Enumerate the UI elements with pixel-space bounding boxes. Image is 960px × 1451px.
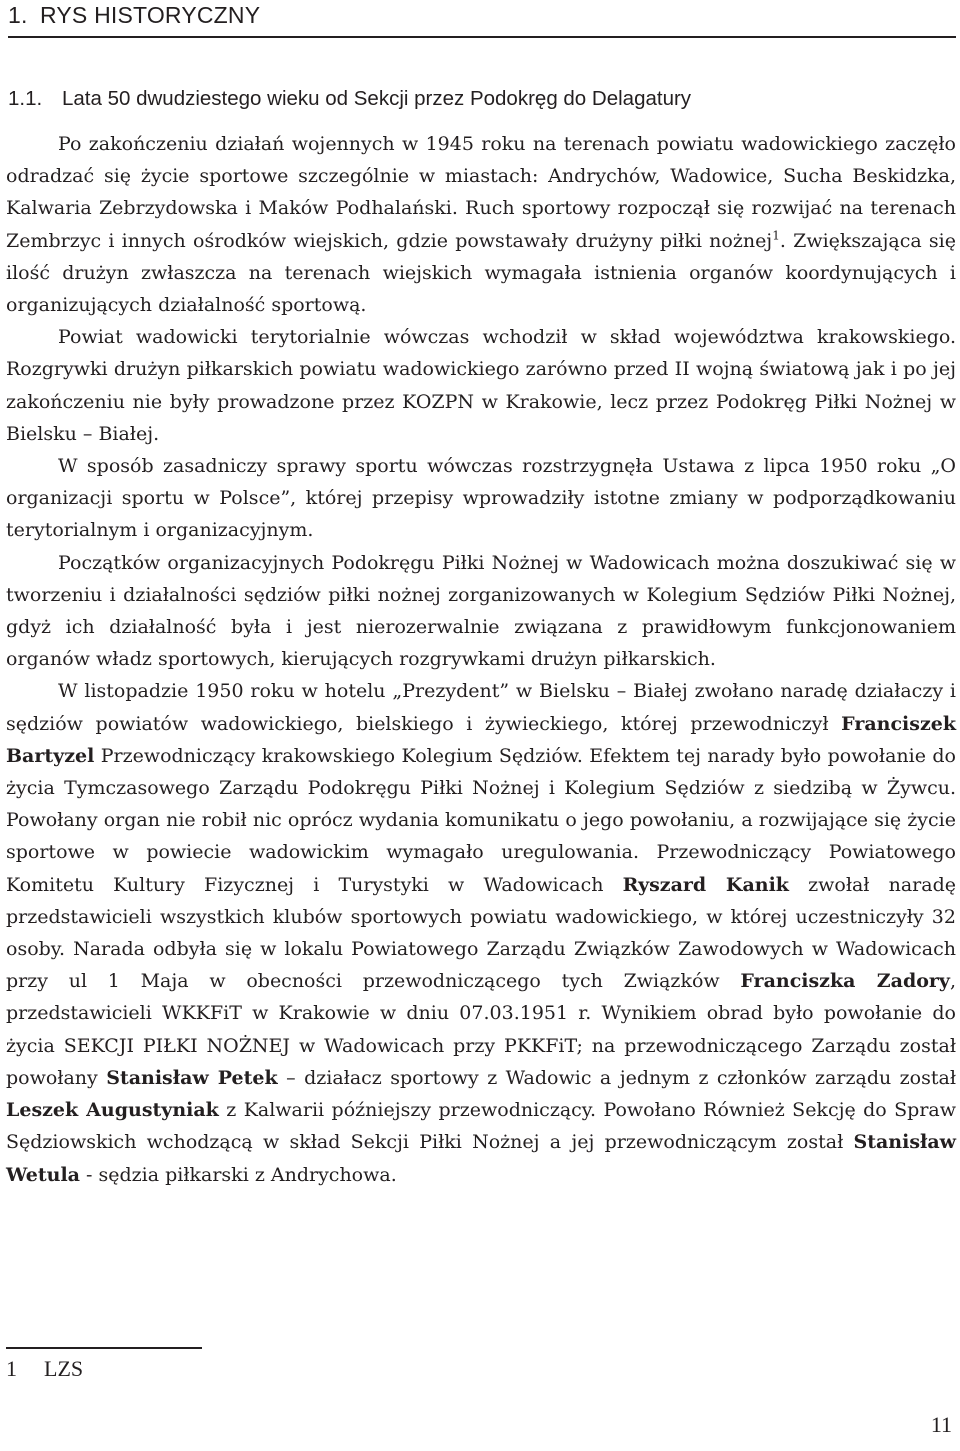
footnote-divider [6, 1347, 202, 1349]
paragraph-3: W sposób zasadniczy sprawy sportu wówczas rozstrzygnęła Ustawa z lipca 1950 roku „O organizacji sportu w Polsce”, której przepisy wprowadziły istotne zmiany w podporządkowaniu terytorialnym i organizacyjnym. [6, 455, 956, 542]
footnote [6, 1354, 83, 1384]
person-name-bold: Leszek Augustyniak [6, 1099, 219, 1122]
person-name-bold: Stanisław Wetula [6, 1131, 956, 1186]
paragraph-5-text: - sędzia piłkarski z Andrychowa. [80, 1163, 397, 1186]
paragraph-1-text-b: . Zwiększająca się ilość drużyn zwłaszcza na terenach wiejskich wymagała istnienia organów koordynujących i organizujących działalność sportową. [6, 229, 956, 317]
paragraph-1 [6, 128, 956, 321]
paragraph-5-text: W listopadzie 1950 roku w hotelu „Prezydent” w Bielsku – Białej zwołano naradę działaczy i sędziów powiatów wadowickiego, bielskiego i żywieckiego, której przewodniczył [6, 680, 956, 735]
person-name-bold: Ryszard Kanik [622, 873, 789, 896]
footnote-text: LZS [44, 1356, 84, 1381]
person-name-bold: Franciszek Bartyzel [6, 712, 956, 767]
section-heading [8, 85, 956, 113]
paragraph-5 [6, 675, 956, 1190]
body-text [6, 128, 956, 1191]
paragraph-4: Początków organizacyjnych Podokręgu Piłki Nożnej w Wadowicach można doszukiwać się w tworzeniu i działalności sędziów piłki nożnej zorganizowanych w Kolegium Sędziów Piłki Nożnej, gdyż ich działalność była i jest nierozerwalnie związana z prawidłowym funkcjonowaniem organów władz sportowych, kierujących rozgrywkami drużyn piłkarskich. [6, 551, 956, 671]
footnote-number: 1 [6, 1356, 17, 1381]
paragraph-5-text: , przedstawicieli WKKFiT w Krakowie w dniu 07.03.1951 r. Wynikiem obrad było powołanie do życia SEKCJI PIŁKI NOŻNEJ w Wadowicach przy PKKFiT; na przewodniczącego Zarządu został powołany [6, 970, 956, 1089]
chapter-title: RYS HISTORYCZNY [40, 2, 261, 28]
paragraph-5-text: zwołał naradę przedstawicieli wszystkich klubów sportowych powiatu wadowickiego, w której uczestniczyły 32 osoby. Narada odbyła się w lokalu Powiatowego Zarządu Związków Zawodowych w Wadowicach przy ul 1 Maja w obecności przewodniczącego tych Związków [6, 873, 956, 993]
person-name-bold: Franciszka Zadory [740, 970, 950, 993]
paragraph-5-text: z Kalwarii późniejszy przewodniczący. Powołano Również Sekcję do Spraw Sędziowskich wchodzącą w skład Sekcji Piłki Nożnej a jej przewodniczącym został [6, 1099, 956, 1154]
chapter-number: 1. [8, 2, 28, 28]
section-title: Lata 50 dwudziestego wieku od Sekcji przez Podokręg do Delagatury [62, 87, 692, 110]
chapter-heading [8, 0, 956, 38]
page-number: 11 [930, 1412, 952, 1437]
footnote-reference: 1 [772, 228, 780, 243]
section-number: 1.1. [8, 87, 43, 110]
paragraph-5-text: Przewodniczący krakowskiego Kolegium Sędziów. Efektem tej narady było powołanie do życia Tymczasowego Zarządu Podokręgu Piłki Nożnej i Kolegium Sędziów z siedzibą w Żywcu. Powołany organ nie robił nic oprócz wydania komunikatu o jego powołaniu, a rozwijające się życie sportowe w powiecie wadowickim wymagało uregulowania. Przewodniczący Powiatowego Komitetu Kultury Fizycznej i Turystyki w Wadowicach [6, 744, 956, 896]
paragraph-5-text: – działacz sportowy z Wadowic a jednym z członków zarządu został [277, 1066, 956, 1089]
paragraph-2: Powiat wadowicki terytorialnie wówczas wchodził w skład województwa krakowskiego. Rozgrywki drużyn piłkarskich powiatu wadowickiego zarówno przed II wojną światową jak i po jej zakończeniu nie były prowadzone przez KOZPN w Krakowie, lecz przez Podokręg Piłki Nożnej w Bielsku – Białej. [6, 326, 956, 445]
paragraph-1-text-a: Po zakończeniu działań wojennych w 1945 roku na terenach powiatu wadowickiego zaczęło odradzać się życie sportowe szczególnie w miastach: Andrychów, Wadowice, Sucha Beskidzka, Kalwaria Zebrzydowska i Maków Podhalański. Ruch sportowy rozpoczął się rozwijać na terenach Zembrzyc i innych ośrodków wiejskich, gdzie powstawały drużyny piłki nożnej [6, 133, 956, 252]
person-name-bold: Stanisław Petek [106, 1066, 278, 1089]
